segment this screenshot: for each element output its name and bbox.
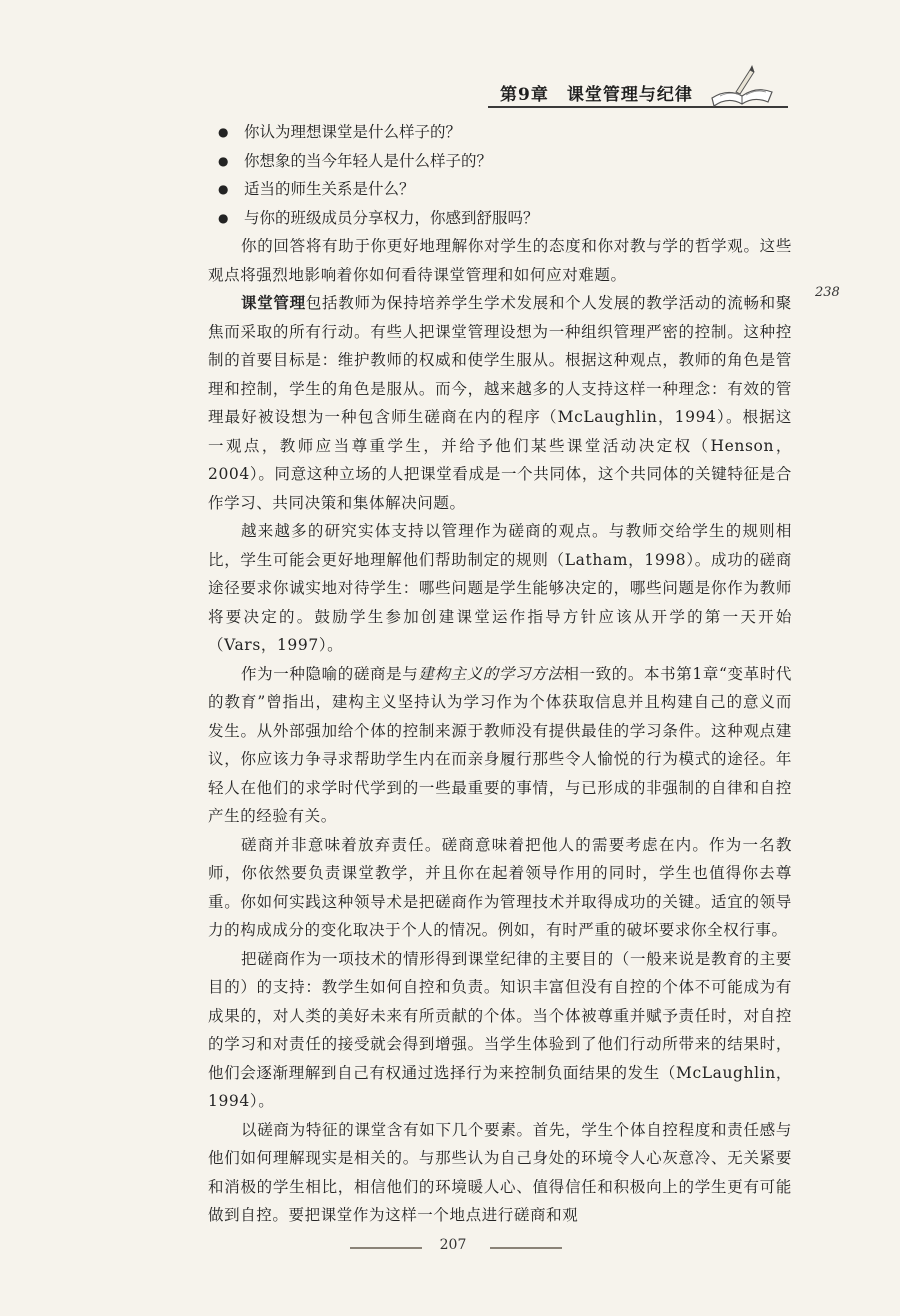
body-text xyxy=(208,118,792,1230)
running-header xyxy=(488,64,798,104)
open-book-icon xyxy=(706,64,776,110)
question-list xyxy=(208,118,792,232)
margin-page-reference: 238 xyxy=(815,285,840,300)
paragraph: 你的回答将有助于你更好地理解你对学生的态度和你对教与学的哲学观。这些观点将强烈地影响着你如何看待课堂管理和如何应对难题。 xyxy=(208,237,792,284)
chapter-title: 第9章 课堂管理与纪律 xyxy=(500,85,693,105)
key-term: 课堂管理 xyxy=(241,293,306,312)
paragraph: 把磋商作为一项技术的情形得到课堂纪律的主要目的（一般来说是教育的主要目的）的支持：教学生如何自控和负责。知识丰富但没有自控的个体不可能成为有成果的，对人类的美好未来有所贡献的个体。当个体被尊重并赋予责任时，对自控的学习和对责任的接受就会得到增强。当学生体验到了他们行动所带来的结果时，他们会逐渐理解到自己有权通过选择行为来控制负面结果的发生（McLaughlin，1994）。 xyxy=(208,949,792,1110)
list-item: ● 与你的班级成员分享权力，你感到舒服吗？ xyxy=(208,204,792,233)
paragraph: 越来越多的研究实体支持以管理作为磋商的观点。与教师交给学生的规则相比，学生可能会更好地理解他们帮助制定的规则（Latham，1998）。成功的磋商途径要求你诚实地对待学生：哪些问题是学生能够决定的，哪些问题是你作为教师将要决定的。鼓励学生参加创建课堂运作指导方针应该从开学的第一天开始（Vars，1997）。 xyxy=(208,522,792,654)
page-footer xyxy=(340,1236,570,1260)
paragraph xyxy=(208,660,792,831)
footer-ornament-right xyxy=(490,1247,562,1249)
footer-ornament-left xyxy=(350,1247,422,1249)
list-item: ● 适当的师生关系是什么？ xyxy=(208,175,792,204)
paragraph: 磋商并非意味着放弃责任。磋商意味着把他人的需要考虑在内。作为一名教师，你依然要负责课堂教学，并且你在起着领导作用的同时，学生也值得你去尊重。你如何实践这种领导术是把磋商作为管理技术并取得成功的关键。适宜的领导力的构成成分的变化取决于个人的情况。例如，有时严重的破坏要求你全权行事。 xyxy=(208,835,792,939)
paragraph: 以磋商为特征的课堂含有如下几个要素。首先，学生个体自控程度和责任感与他们如何理解现实是相关的。与那些认为自己身处的环境令人心灰意冷、无关紧要和消极的学生相比，相信他们的环境暖人心、值得信任和积极向上的学生更有可能做到自控。要把课堂作为这样一个地点进行磋商和观 xyxy=(208,1120,792,1224)
list-item: ● 你认为理想课堂是什么样子的？ xyxy=(208,118,792,147)
paragraph-text: 包括教师为保持培养学生学术发展和个人发展的教学活动的流畅和聚焦而采取的所有行动。有些人把课堂管理设想为一种组织管理严密的控制。这种控制的首要目标是：维护教师的权威和使学生服从。根据这种观点，教师的角色是管理和控制，学生的角色是服从。而今，越来越多的人支持这样一种理念：有效的管理最好被设想为一种包含师生磋商在内的程序（McLaughlin，1994）。根据这一观点，教师应当尊重学生，并给予他们某些课堂活动决定权（Henson，2004）。同意这种立场的人把课堂看成是一个共同体，这个共同体的关键特征是合作学习、共同决策和集体解决问题。 xyxy=(208,294,792,512)
paragraph-text: 相一致的。本书第1章“变革时代的教育”曾指出，建构主义坚持认为学习作为个体获取信息并且构建自己的意义而发生。从外部强加给个体的控制来源于教师没有提供最佳的学习条件。这种观点建议，你应该力争寻求帮助学生内在而亲身履行那些令人愉悦的行为模式的途径。年轻人在他们的求学时代学到的一些最重要的事情，与已形成的非强制的自律和自控产生的经验有关。 xyxy=(208,664,792,825)
paragraph-text: 作为一种隐喻的磋商是与 xyxy=(241,664,419,683)
page-number: 207 xyxy=(439,1237,467,1253)
list-item: ● 你想象的当今年轻人是什么样子的？ xyxy=(208,147,792,176)
emphasized-term: 建构主义的学习方法 xyxy=(418,664,564,683)
paragraph xyxy=(208,289,792,517)
